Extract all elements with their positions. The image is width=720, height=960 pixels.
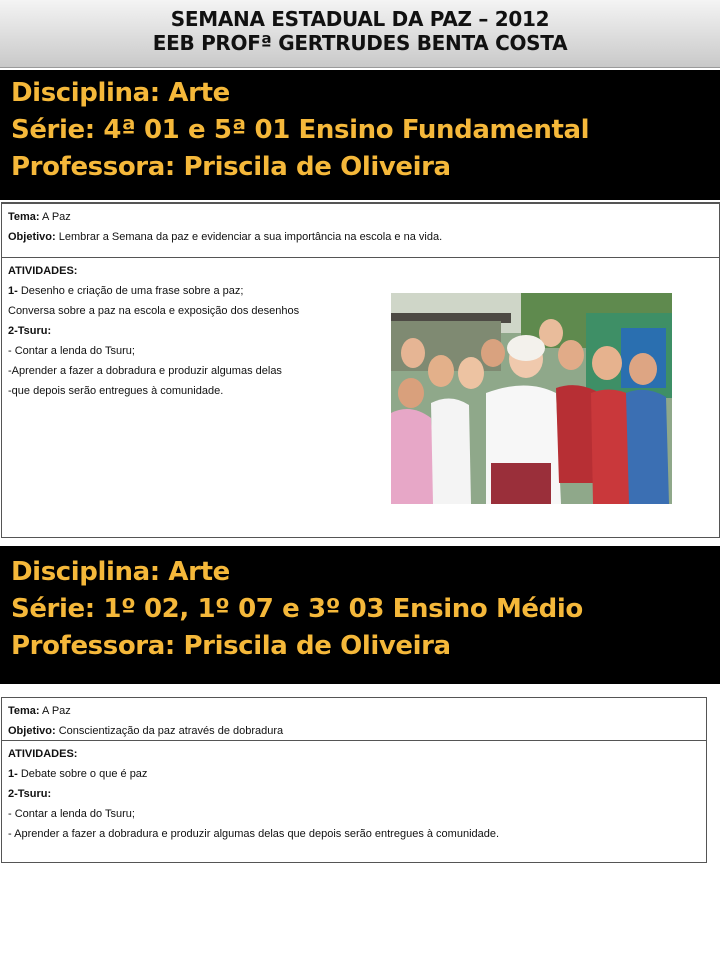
activity-2-label: 2-Tsuru:	[8, 325, 52, 337]
activity-1-text: Desenho e criação de uma frase sobre a paz;	[17, 285, 244, 297]
section2-meta-row	[2, 698, 706, 741]
activity-2-line2: - Aprender a fazer a dobradura e produzir algumas delas que depois serão entregues à comunidade.	[8, 828, 500, 840]
atividades-label: ATIVIDADES:	[8, 265, 78, 277]
tema-label: Tema:	[8, 705, 40, 717]
section1-tema	[8, 207, 713, 227]
section1-professora: Professora: Priscila de Oliveira	[11, 152, 451, 182]
section2-activities-row	[2, 741, 706, 862]
activity-2-line3: -que depois serão entregues à comunidade.	[8, 385, 224, 397]
atividades-label: ATIVIDADES:	[8, 748, 78, 760]
objetivo-label: Objetivo:	[8, 231, 56, 243]
section1-meta-row	[2, 204, 719, 258]
tema-value: A Paz	[39, 705, 71, 717]
activity-2-label: 2-Tsuru:	[8, 788, 52, 800]
section2-objetivo	[8, 721, 700, 741]
activity-1	[8, 764, 700, 784]
tema-label: Tema:	[8, 211, 40, 223]
section2-disciplina: Disciplina: Arte	[11, 557, 230, 587]
activity-1-text: Debate sobre o que é paz	[17, 768, 148, 780]
objetivo-value: Lembrar a Semana da paz e evidenciar a sua importância na escola e na vida.	[55, 231, 443, 243]
section2-serie: Série: 1º 02, 1º 07 e 3º 03 Ensino Médio	[11, 594, 583, 624]
objetivo-label: Objetivo:	[8, 725, 56, 737]
section2-heading	[0, 546, 720, 684]
section1-serie: Série: 4ª 01 e 5ª 01 Ensino Fundamental	[11, 115, 590, 145]
section1-activities-row	[2, 258, 719, 537]
header-title: SEMANA ESTADUAL DA PAZ – 2012	[170, 7, 550, 31]
activity-2-line1: - Contar a lenda do Tsuru;	[8, 345, 135, 357]
page-header	[0, 0, 720, 68]
section2-professora: Professora: Priscila de Oliveira	[11, 631, 451, 661]
section1-table	[1, 202, 720, 538]
section1-disciplina: Disciplina: Arte	[11, 78, 230, 108]
activity-2-line2: -Aprender a fazer a dobradura e produzir algumas delas	[8, 365, 282, 377]
tema-value: A Paz	[39, 211, 71, 223]
objetivo-value: Conscientização da paz através de dobradura	[55, 725, 284, 737]
children-group-photo	[391, 293, 672, 504]
header-school-name: EEB PROFª GERTRUDES BENTA COSTA	[152, 31, 568, 55]
section1-heading	[0, 70, 720, 200]
section2-tema	[8, 701, 700, 721]
activity-1-number: 1-	[8, 768, 18, 780]
section2-table	[1, 697, 707, 863]
activity-1-line2: Conversa sobre a paz na escola e exposição dos desenhos	[8, 305, 300, 317]
activity-2-line1: - Contar a lenda do Tsuru;	[8, 808, 135, 820]
activity-1-number: 1-	[8, 285, 18, 297]
section1-objetivo	[8, 227, 713, 247]
